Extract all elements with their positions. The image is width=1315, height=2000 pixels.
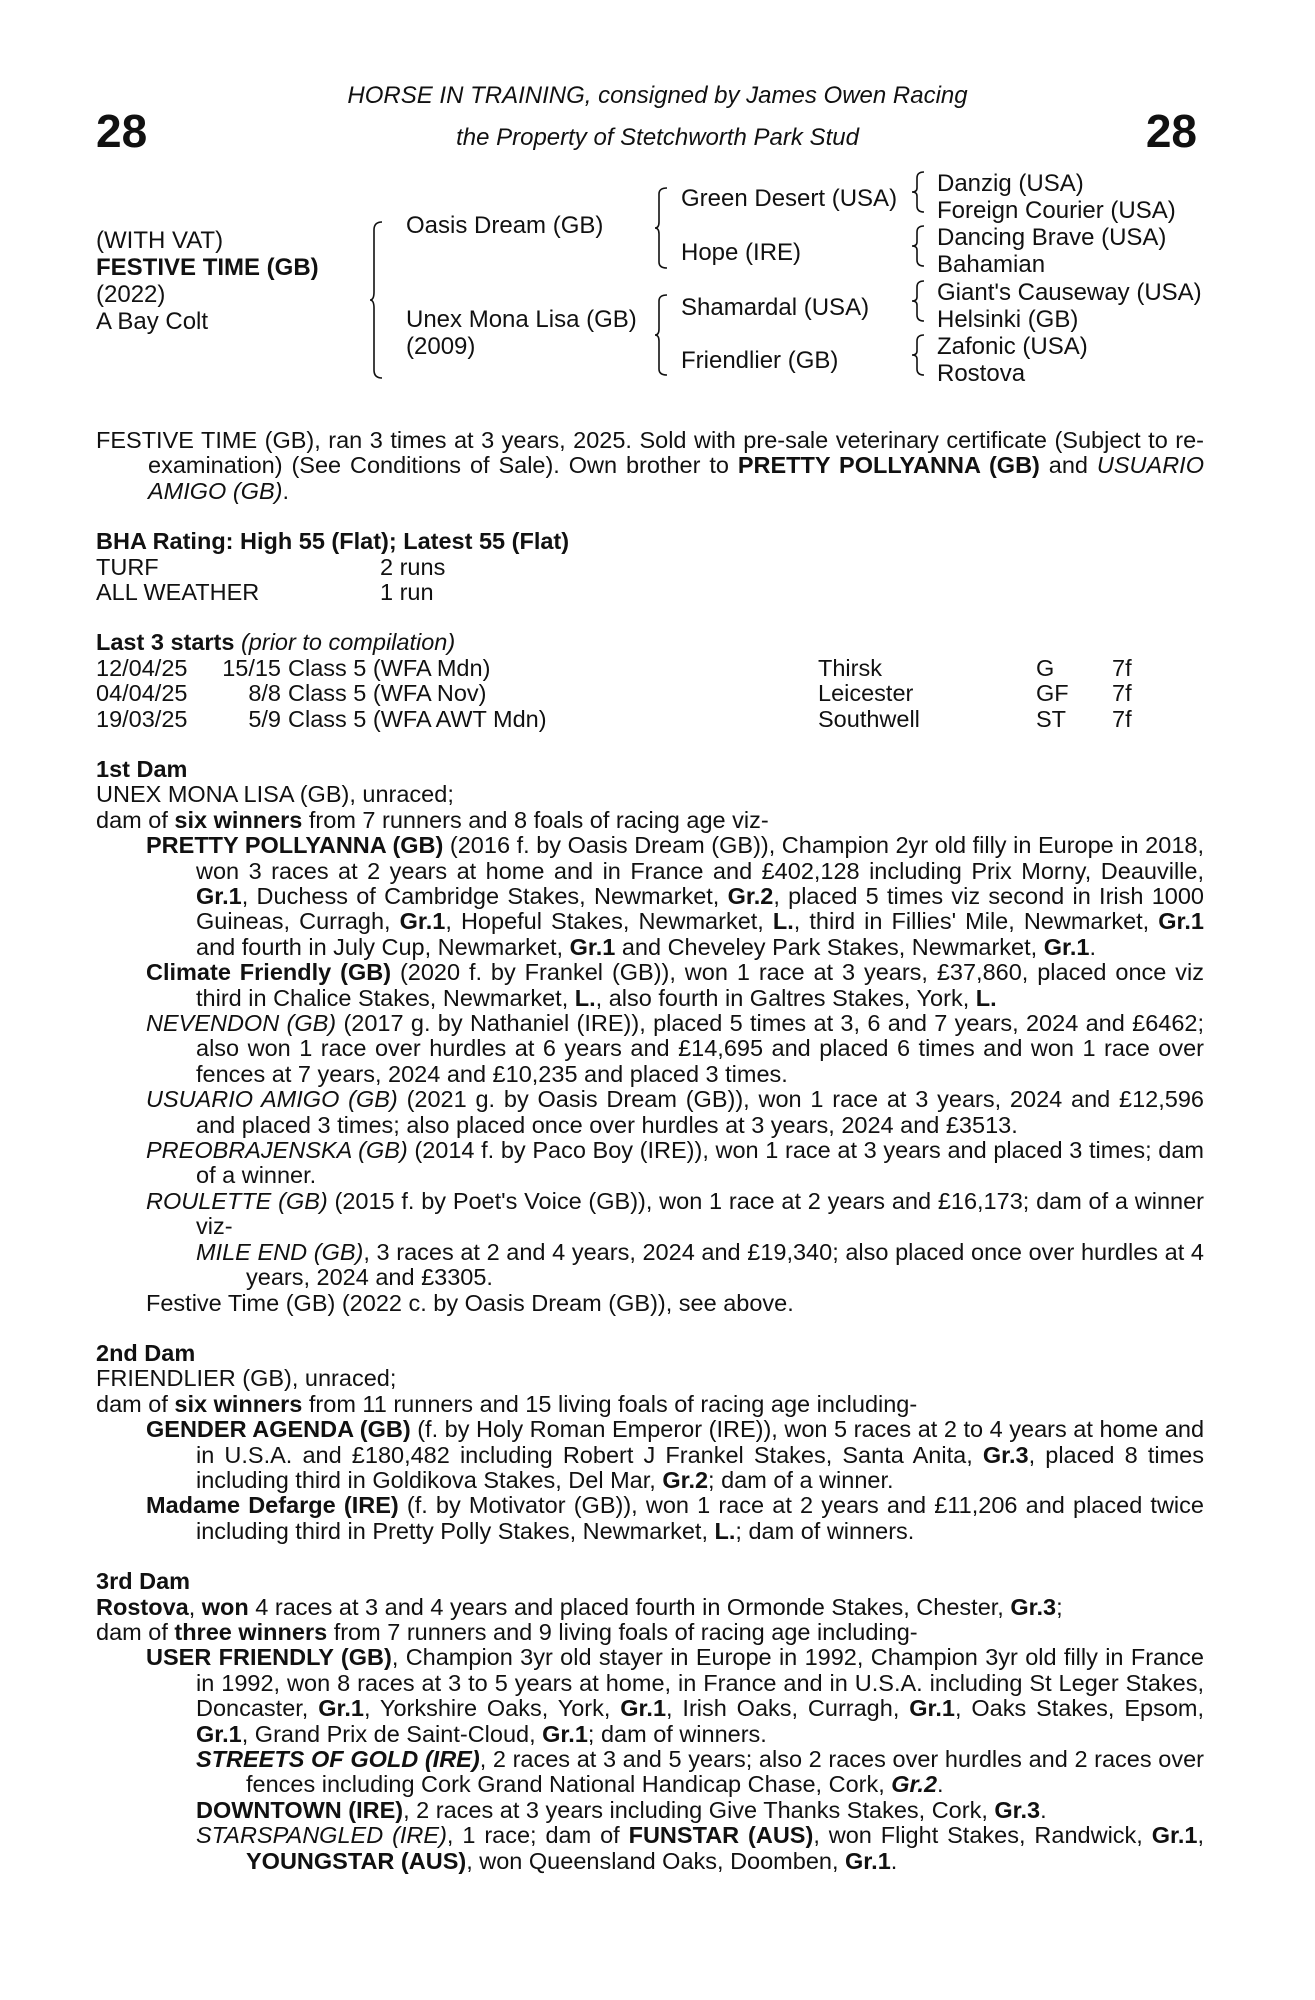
dam-sire: Shamardal (USA) (681, 294, 870, 321)
produce-name: DOWNTOWN (IRE) (196, 1796, 404, 1823)
grade: Gr.3 (994, 1796, 1041, 1823)
rating-surface: ALL WEATHER (96, 579, 260, 606)
horse-sex: A Bay Colt (96, 308, 209, 335)
text: and fourth in July Cup, Newmarket, (196, 933, 570, 960)
winners-count: six winners (174, 806, 303, 833)
sds: Dancing Brave (USA) (937, 224, 1167, 251)
grade: Gr.1 (909, 1695, 955, 1722)
horse-name: FESTIVE TIME (GB) (96, 254, 319, 281)
summary-brother-1: PRETTY POLLYANNA (GB) (737, 452, 1040, 479)
text: , placed 8 times including third in Goldikova Stakes, Del Mar, (196, 1441, 1204, 1493)
last-starts-title (96, 630, 1204, 655)
rating-row (96, 555, 1204, 580)
start-course: Thirsk (818, 654, 882, 681)
text: , (1197, 1822, 1204, 1849)
text: from 7 runners and 9 living foals of racing age including- (327, 1618, 918, 1645)
text: dam of (96, 1618, 175, 1645)
text: dam of (96, 1390, 175, 1417)
text: (f. by Motivator (GB)), won 1 race at 2 years and £11,206 and placed twice including third in Pretty Polly Stakes, Newmarket, (196, 1492, 1204, 1544)
start-row (96, 656, 1204, 681)
third-dam-heading: 3rd Dam (96, 1568, 191, 1595)
text: , won Queensland Oaks, Doomben, (466, 1847, 846, 1874)
text: ; (1056, 1593, 1063, 1620)
start-date: 04/04/25 (96, 680, 188, 707)
text: , 3 races at 2 and 4 years, 2024 and £19,340; also placed once over hurdles at 4 years, 2024 and £3305. (246, 1238, 1204, 1291)
produce-name: STREETS OF GOLD (IRE) (196, 1746, 480, 1773)
winners-count: three winners (174, 1618, 328, 1645)
text: (2017 g. by Nathaniel (IRE)), placed 5 times at 3, 6 and 7 years, 2024 and £6462; also won 1 race over hurdles at 6 years and £14,695 and placed 6 times and won 1 race over fences at 7 years, 2024 and £10,235 and placed 3 times. (196, 1010, 1204, 1087)
third-dam-summary (96, 1620, 1204, 1645)
text: (f. by Holy Roman Emperor (IRE)), won 5 races at 2 to 4 years at home and in U.S.A. and £180,482 including Robert J Frankel Stakes, Santa Anita, (196, 1416, 1205, 1468)
produce-entry (96, 1493, 1204, 1544)
text: ; dam of winners. (735, 1517, 915, 1544)
produce-entry (96, 1645, 1204, 1747)
produce-name: STARSPANGLED (IRE) (196, 1822, 447, 1849)
text: , Duchess of Cambridge Stakes, Newmarket, (241, 883, 728, 910)
start-race: Class 5 (WFA Nov) (288, 680, 487, 707)
text: , Yorkshire Oaks, York, (363, 1695, 621, 1722)
text: . (937, 1771, 944, 1798)
ds-bracket (912, 279, 926, 323)
start-going: GF (1036, 680, 1069, 707)
grade: Gr.3 (1010, 1593, 1057, 1620)
summary-text: FESTIVE TIME (GB), ran 3 times at 3 years, 2025. Sold with pre-sale veterinary certificate (Subject to re-examination) (See Conditions of Sale). Own brother to (96, 427, 1204, 479)
sire-sire: Green Desert (USA) (681, 185, 898, 212)
grade: Gr.2 (891, 1771, 938, 1798)
grade: Gr.3 (982, 1441, 1029, 1468)
won-label: won (201, 1593, 249, 1620)
last-starts-label: Last 3 starts (96, 629, 235, 656)
produce-entry (96, 960, 1204, 1011)
grade: Gr.1 (399, 908, 446, 935)
start-distance: 7f (1112, 654, 1132, 681)
rating-runs: 1 run (380, 579, 434, 606)
produce-entry (96, 1417, 1204, 1493)
grade: Gr.1 (1151, 1822, 1198, 1849)
produce-name: USUARIO AMIGO (GB) (146, 1086, 398, 1113)
text: from 7 runners and 8 foals of racing age viz- (302, 806, 769, 833)
text: ; dam of a winner. (708, 1466, 894, 1493)
text: , placed 5 times viz second in Irish 1000 Guineas, Curragh, (196, 883, 1204, 935)
sire-dam: Hope (IRE) (681, 239, 802, 266)
grade: Gr.1 (569, 933, 616, 960)
text: , Hopeful Stakes, Newmarket, (445, 908, 773, 935)
winners-count: six winners (174, 1390, 303, 1417)
text: (2015 f. by Poet's Voice (GB)), won 1 race at 2 years and £16,173; dam of a winner viz- (196, 1187, 1204, 1240)
lot-number-left: 28 (96, 105, 148, 157)
dsd: Helsinki (GB) (937, 306, 1079, 333)
catalogue-body (96, 428, 1204, 1874)
grade: Gr.1 (542, 1720, 588, 1747)
text: (2021 g. by Oasis Dream (GB)), won 1 race at 3 years, 2024 and £12,596 and placed 3 times; also placed once over hurdles at 3 years, 2024 and £3513. (196, 1086, 1204, 1138)
dam-bracket (655, 295, 669, 375)
rating-surface: TURF (96, 553, 159, 580)
sss: Danzig (USA) (937, 170, 1084, 197)
horse-year: (2022) (96, 281, 166, 308)
start-course: Southwell (818, 705, 920, 732)
produce-name: YOUNGSTAR (AUS) (246, 1847, 467, 1874)
start-position: 5/9 (248, 705, 281, 732)
text: ; dam of winners. (587, 1720, 767, 1747)
dam-name: Rostova (96, 1593, 189, 1620)
grade: Gr.1 (845, 1847, 891, 1874)
grade: L. (714, 1517, 736, 1544)
dam-name: Unex Mona Lisa (GB) (406, 306, 637, 333)
sd-bracket (912, 224, 926, 268)
start-position: 8/8 (248, 680, 281, 707)
produce-entry (96, 1011, 1204, 1087)
text: (2016 f. by Oasis Dream (GB)), Champion 2yr old filly in Europe in 2018, won 3 races at 2 years at home and in France and £402,128 including Prix Morny, Deauville, (196, 832, 1204, 884)
text: , 2 races at 3 years including Give Thanks Stakes, Cork, (403, 1796, 995, 1823)
produce-entry (96, 1087, 1204, 1138)
text: and Cheveley Park Stakes, Newmarket, (615, 933, 1044, 960)
bha-rating-title: BHA Rating: High 55 (Flat); Latest 55 (Flat) (96, 528, 570, 555)
text: , 1 race; dam of (446, 1822, 629, 1849)
start-race: Class 5 (WFA Mdn) (288, 654, 491, 681)
text: 4 races at 3 and 4 years and placed fourth in Ormonde Stakes, Chester, (248, 1593, 1011, 1620)
grade: Gr.1 (1158, 908, 1204, 935)
grade: Gr.1 (318, 1695, 364, 1722)
text: dam of (96, 806, 175, 833)
grade: L. (772, 908, 794, 935)
text: . (1089, 933, 1096, 960)
text: , won Flight Stakes, Randwick, (813, 1822, 1152, 1849)
text: , Irish Oaks, Curragh, (666, 1695, 910, 1722)
text: , Champion 3yr old stayer in Europe in 1992, Champion 3yr old filly in France in 1992, won 8 races at 3 to 5 years at home, in France and in U.S.A. including St Leger Stakes, Doncaster, (196, 1644, 1204, 1722)
start-row (96, 707, 1204, 732)
summary-and: and (1039, 452, 1097, 479)
grand-produce-entry (96, 1240, 1204, 1291)
produce-name: PRETTY POLLYANNA (GB) (146, 832, 444, 859)
grade: L. (975, 984, 997, 1011)
grade: Gr.1 (196, 883, 242, 910)
first-dam-summary (96, 808, 1204, 833)
race-summary (96, 428, 1204, 504)
grade: Gr.2 (727, 883, 774, 910)
sdd: Bahamian (937, 251, 1046, 278)
start-date: 12/04/25 (96, 654, 188, 681)
rating-runs: 2 runs (380, 553, 446, 580)
dd-bracket (912, 333, 926, 377)
start-date: 19/03/25 (96, 705, 188, 732)
produce-name: Madame Defarge (IRE) (146, 1492, 399, 1519)
grand-produce-entry (96, 1798, 1204, 1823)
dam-year: (2009) (406, 333, 476, 360)
start-distance: 7f (1112, 680, 1132, 707)
dam-dam: Friendlier (GB) (681, 347, 839, 374)
start-going: G (1036, 654, 1055, 681)
produce-entry (96, 1138, 1204, 1189)
ssd: Foreign Courier (USA) (937, 197, 1176, 224)
second-dam-summary (96, 1392, 1204, 1417)
produce-name: ROULETTE (GB) (146, 1187, 328, 1214)
summary-end: . (282, 477, 290, 504)
horse-bracket (370, 222, 384, 378)
property-line: the Property of Stetchworth Park Stud (456, 124, 859, 151)
produce-name: NEVENDON (GB) (146, 1010, 337, 1037)
grade: Gr.1 (1043, 933, 1090, 960)
summary-brother-2: USUARIO AMIGO (GB) (148, 452, 1204, 504)
text: , also fourth in Galtres Stakes, York, (595, 984, 976, 1011)
first-dam-heading: 1st Dam (96, 755, 188, 782)
first-dam-name: UNEX MONA LISA (GB), unraced; (96, 781, 454, 808)
text: . (1040, 1796, 1047, 1823)
start-race: Class 5 (WFA AWT Mdn) (288, 705, 547, 732)
rating-row (96, 580, 1204, 605)
ddd: Rostova (937, 360, 1026, 387)
grand-produce-entry (96, 1823, 1204, 1874)
produce-name: PREOBRAJENSKA (GB) (146, 1137, 408, 1164)
lot-number-right: 28 (1145, 105, 1197, 157)
text: (2014 f. by Paco Boy (IRE)), won 1 race at 3 years and placed 3 times; dam of a winner. (196, 1137, 1204, 1189)
third-dam-name: Rostova, won 4 races at 3 and 4 years and placed fourth in Ormonde Stakes, Chester, Gr.3; (96, 1593, 1063, 1620)
sire-bracket (655, 188, 669, 268)
text: from 11 runners and 15 living foals of racing age including- (302, 1390, 918, 1417)
text: , Grand Prix de Saint-Cloud, (241, 1720, 543, 1747)
produce-entry (96, 1189, 1204, 1240)
start-course: Leicester (818, 680, 914, 707)
produce-name: USER FRIENDLY (GB) (146, 1644, 392, 1671)
text: , 2 races at 3 and 5 years; also 2 races over hurdles and 2 races over fences including Cork Grand National Handicap Chase, Cork, (246, 1746, 1204, 1798)
produce-entry: Festive Time (GB) (2022 c. by Oasis Dream (GB)), see above. (146, 1289, 794, 1316)
text: . (890, 1847, 898, 1874)
vat-note: (WITH VAT) (96, 227, 224, 254)
ss-bracket (912, 170, 926, 214)
sire-name: Oasis Dream (GB) (406, 212, 604, 239)
start-position: 15/15 (222, 654, 281, 681)
text: , Oaks Stakes, Epsom, (954, 1695, 1204, 1722)
start-going: ST (1036, 705, 1067, 732)
consignor-line: HORSE IN TRAINING, consigned by James Owen Racing (347, 82, 968, 109)
dds: Zafonic (USA) (937, 333, 1088, 360)
second-dam-name: FRIENDLIER (GB), unraced; (96, 1365, 397, 1392)
grade: Gr.1 (620, 1695, 667, 1722)
grade: Gr.1 (196, 1720, 242, 1747)
start-row (96, 681, 1204, 706)
grade: L. (574, 984, 596, 1011)
last-starts-note: (prior to compilation) (240, 629, 456, 656)
produce-name: MILE END (GB) (196, 1238, 364, 1265)
grand-produce-entry (96, 1747, 1204, 1798)
dss: Giant's Causeway (USA) (937, 279, 1202, 306)
text: , third in Fillies' Mile, Newmarket, (793, 908, 1159, 935)
start-distance: 7f (1112, 705, 1132, 732)
produce-name: GENDER AGENDA (GB) (146, 1416, 411, 1443)
second-dam-heading: 2nd Dam (96, 1339, 196, 1366)
produce-name: FUNSTAR (AUS) (628, 1822, 814, 1849)
grade: Gr.2 (662, 1466, 709, 1493)
produce-entry (96, 833, 1204, 960)
text: (2020 f. by Frankel (GB)), won 1 race at 3 years, £37,860, placed once viz third in Chalice Stakes, Newmarket, (196, 959, 1204, 1011)
produce-name: Climate Friendly (GB) (146, 959, 392, 986)
